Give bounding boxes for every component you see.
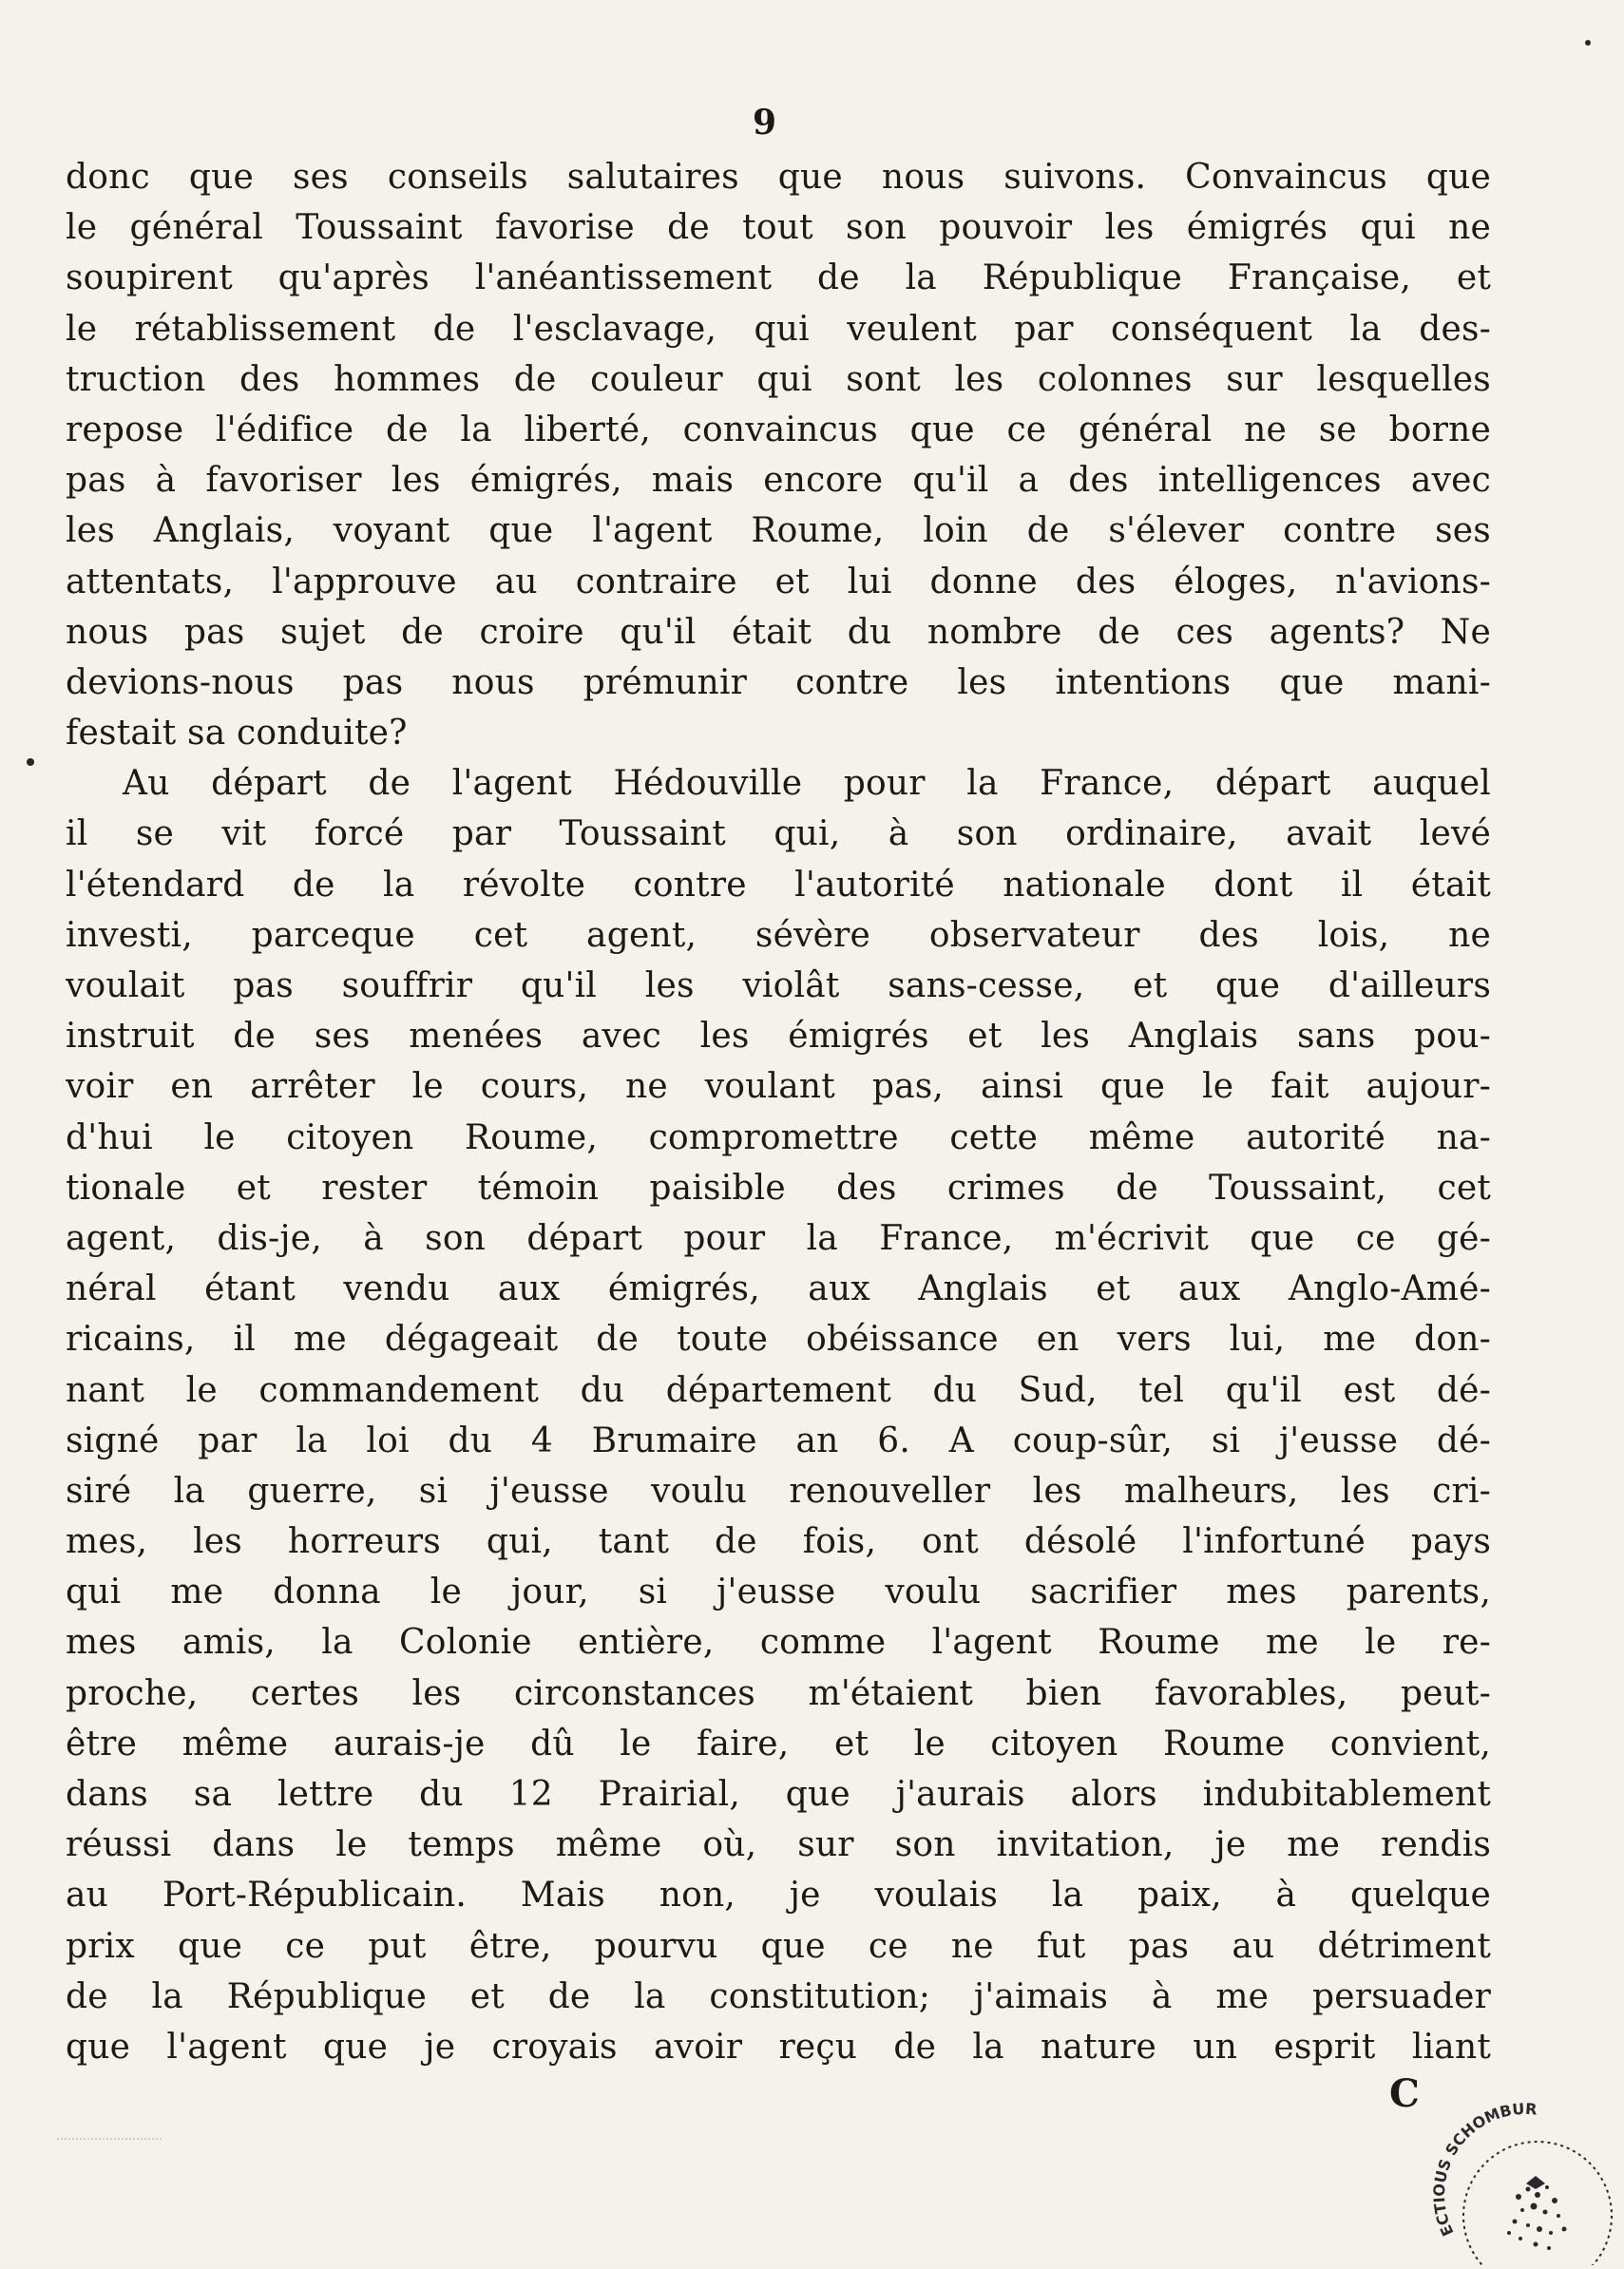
text-line: néral étant vendu aux émigrés, aux Anglais et aux Anglo-Amé- bbox=[66, 1269, 1491, 1309]
page-number: 9 bbox=[752, 103, 777, 143]
text-line: il se vit forcé par Toussaint qui, à son ordinaire, avait levé bbox=[66, 814, 1491, 854]
text-line: le rétablissement de l'esclavage, qui veulent par conséquent la des- bbox=[66, 309, 1491, 349]
text-line: les Anglais, voyant que l'agent Roume, loin de s'élever contre ses bbox=[66, 511, 1491, 551]
text-line: Au départ de l'agent Hédouville pour la France, départ auquel bbox=[123, 764, 1491, 804]
text-line: réussi dans le temps même où, sur son invitation, je me rendis bbox=[66, 1825, 1491, 1865]
text-line: festait sa conduite? bbox=[66, 714, 408, 753]
text-line: que l'agent que je croyais avoir reçu de la nature un esprit liant bbox=[66, 2027, 1491, 2067]
stamp-text: ECTIOUS SCHOMBUR bbox=[1429, 2099, 1538, 2240]
text-line: truction des hommes de couleur qui sont les colonnes sur lesquelles bbox=[66, 359, 1491, 399]
text-line: nous pas sujet de croire qu'il était du nombre de ces agents? Ne bbox=[66, 612, 1491, 652]
signature-mark: C bbox=[1389, 2071, 1420, 2116]
text-line: proche, certes les circonstances m'étaient bien favorables, peut- bbox=[66, 1673, 1491, 1713]
text-line: siré la guerre, si j'eusse voulu renouveller les malheurs, les cri- bbox=[66, 1471, 1491, 1511]
text-line: de la République et de la constitution; j'aimais à me persuader bbox=[66, 1976, 1491, 2016]
text-line: voir en arrêter le cours, ne voulant pas, ainsi que le fait aujour- bbox=[66, 1067, 1491, 1107]
text-line: agent, dis-je, à son départ pour la France, m'écrivit que ce gé- bbox=[66, 1218, 1491, 1258]
text-line: soupirent qu'après l'anéantissement de la République Française, et bbox=[66, 258, 1491, 298]
library-stamp-graphic bbox=[1416, 2090, 1615, 2265]
stamp-dots bbox=[1507, 2185, 1567, 2250]
text-line: dans sa lettre du 12 Prairial, que j'aurais alors indubitablement bbox=[66, 1775, 1491, 1814]
text-line: nant le commandement du département du Sud, tel qu'il est dé- bbox=[66, 1370, 1491, 1410]
text-line: ricains, il me dégageait de toute obéissance en vers lui, me don- bbox=[66, 1320, 1491, 1360]
text-line: qui me donna le jour, si j'eusse voulu sacrifier mes parents, bbox=[66, 1573, 1491, 1612]
text-line: d'hui le citoyen Roume, compromettre cette même autorité na- bbox=[66, 1117, 1491, 1157]
text-line: pas à favoriser les émigrés, mais encore qu'il a des intelligences avec bbox=[66, 461, 1491, 501]
text-line: signé par la loi du 4 Brumaire an 6. A coup-sûr, si j'eusse dé- bbox=[66, 1421, 1491, 1460]
text-line: mes, les horreurs qui, tant de fois, ont désolé l'infortuné pays bbox=[66, 1522, 1491, 1562]
text-line: le général Toussaint favorise de tout son pouvoir les émigrés qui ne bbox=[66, 208, 1491, 248]
text-line: attentats, l'approuve au contraire et lui donne des éloges, n'avions- bbox=[66, 562, 1491, 601]
text-line: mes amis, la Colonie entière, comme l'agent Roume me le re- bbox=[66, 1623, 1491, 1663]
text-line: l'étendard de la révolte contre l'autorité nationale dont il était bbox=[66, 865, 1491, 905]
text-line: devions-nous pas nous prémunir contre les intentions que mani- bbox=[66, 662, 1491, 702]
text-line: investi, parceque cet agent, sévère observateur des lois, ne bbox=[66, 915, 1491, 955]
ink-speck bbox=[27, 758, 34, 766]
text-line: repose l'édifice de la liberté, convaincus que ce général ne se borne bbox=[66, 410, 1491, 449]
text-line: tionale et rester témoin paisible des crimes de Toussaint, cet bbox=[66, 1168, 1491, 1208]
text-line: voulait pas souffrir qu'il les violât sans-cesse, et que d'ailleurs bbox=[66, 966, 1491, 1005]
body-text bbox=[66, 152, 1491, 2072]
library-stamp bbox=[1416, 2090, 1615, 2265]
text-line: prix que ce put être, pourvu que ce ne fut pas au détriment bbox=[66, 1926, 1491, 1966]
paper-bleed-mark bbox=[57, 2138, 162, 2153]
ink-speck bbox=[1585, 40, 1591, 46]
text-line: instruit de ses menées avec les émigrés et les Anglais sans pou- bbox=[66, 1017, 1491, 1057]
text-line: au Port-Républicain. Mais non, je voulais la paix, à quelque bbox=[66, 1876, 1491, 1916]
text-line: être même aurais-je dû le faire, et le citoyen Roume convient, bbox=[66, 1724, 1491, 1764]
text-line: donc que ses conseils salutaires que nous suivons. Convaincus que bbox=[66, 158, 1491, 197]
